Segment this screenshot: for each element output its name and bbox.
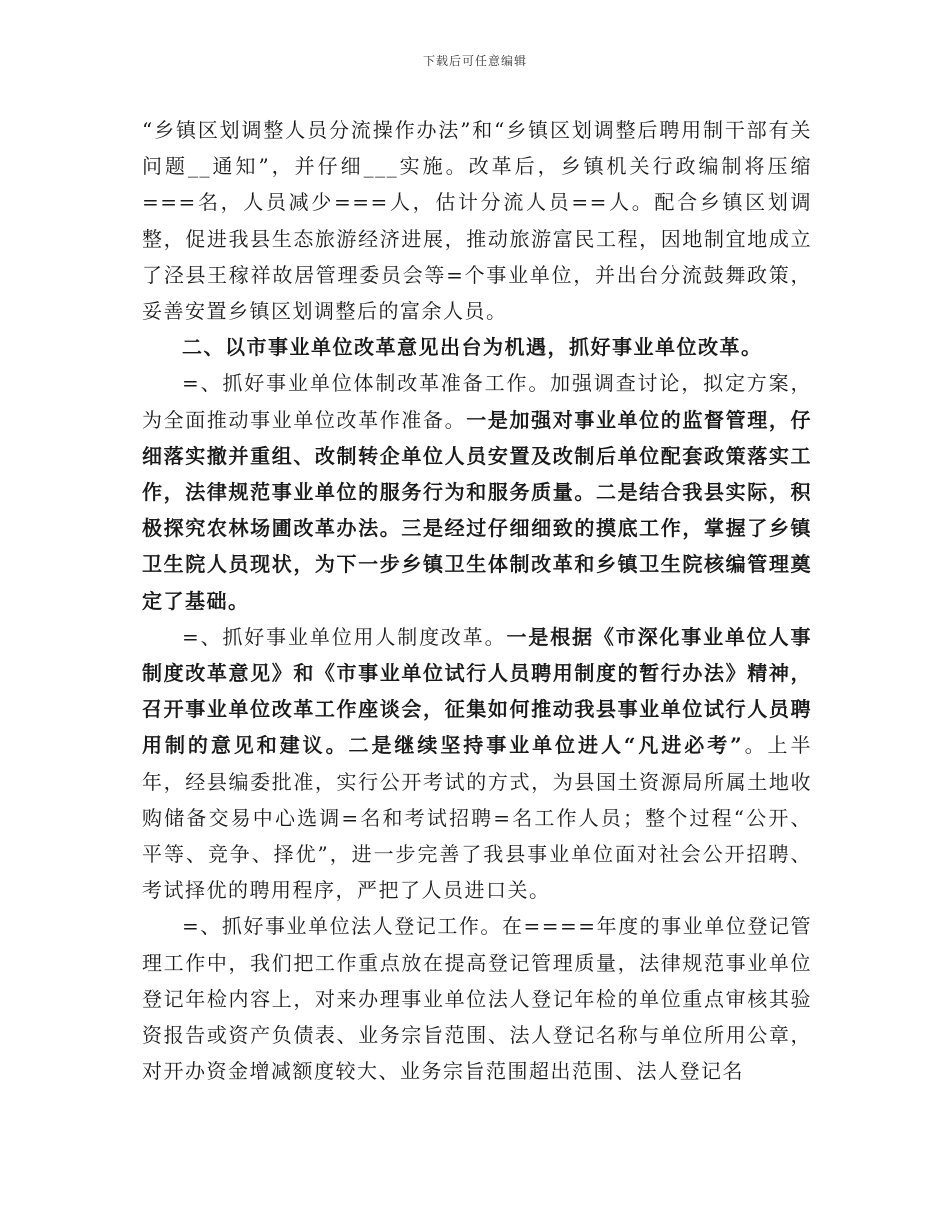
paragraph-4: =、抓好事业单位法人登记工作。在====年度的事业单位登记管理工作中，我们把工作重点放在提高登记管理质量，法律规范事业单位登记年检内容上，对来办理事业单位法人登记年检的单位重点审核其验资报告或资产负债表、业务宗旨范围、法人登记名称与单位所用公章，对开办资金增减额度较大、业务宗旨范围超出范围、法人登记名	[142, 914, 812, 1084]
document-body	[142, 112, 812, 1089]
page-header: 下载后可任意编辑	[422, 54, 527, 68]
paragraph-3-bold-text: 一是根据《市深化事业单位人事制度改革意见》和《市事业单位试行人员聘用制度的暂行办法》精神，召开事业单位改革工作座谈会，征集如何推动我县事业单位试行人员聘用制的意见和建议。二是继续坚持事业单位进人“凡进必考”	[142, 624, 813, 758]
paragraph-1: “乡镇区划调整人员分流操作办法”和“乡镇区划调整后聘用制干部有关问题__通知”，并仔细___实施。改革后，乡镇机关行政编制将压缩===名，人员减少===人，估计分流人员==人。配合乡镇区划调整，促进我县生态旅游经济进展，推动旅游富民工程，因地制宜地成立了泾县王稼祥故居管理委员会等=个事业单位，并出台分流鼓舞政策，妥善安置乡镇区划调整后的富余人员。	[142, 118, 812, 324]
paragraph-2-text: =、抓好事业单位体制改革准备工作。加强调查讨论，拟定方案，为全面推动事业单位改革作准备。	[142, 371, 812, 432]
paragraph-2-bold-text: 一是加强对事业单位的监督管理，仔细落实撤并重组、改制转企单位人员安置及改制后单位配套政策落实工作，法律规范事业单位的服务行为和服务质量。二是结合我县实际，积极探究农林场圃改革办法。三是经过仔细细致的摸底工作，掌握了乡镇卫生院人员现状，为下一步乡镇卫生体制改革和乡镇卫生院核编管理奠定了基础。	[142, 407, 812, 613]
paragraph-3	[142, 619, 812, 909]
paragraph-2	[142, 365, 812, 618]
paragraph-3-tail-text: 。上半年，经县编委批准，实行公开考试的方式，为县国土资源局所属土地收购储备交易中心选调=名和考试招聘=名工作人员；整个过程“公开、平等、竞争、择优”，进一步完善了我县事业单位面对社会公开招聘、考试择优的聘用程序，严把了人员进口关。	[142, 733, 812, 903]
paragraph-3-text: =、抓好事业单位用人制度改革。	[182, 624, 507, 649]
section-heading-2: 二、以市事业单位改革意见出台为机遇，抓好事业单位改革。	[182, 335, 763, 360]
